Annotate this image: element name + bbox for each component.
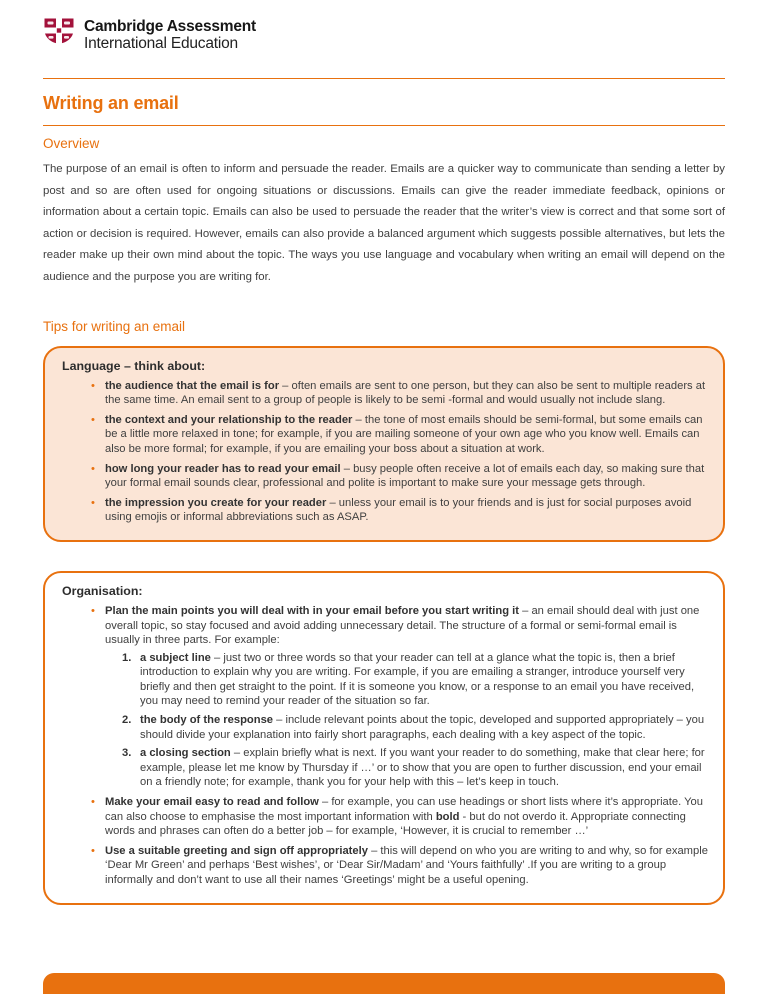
organisation-box	[43, 571, 725, 905]
bullet-lead: Make your email easy to read and follow	[105, 796, 319, 809]
language-bullet-list	[90, 379, 708, 525]
list-item	[90, 413, 708, 457]
bullet-text: – an email should deal with just one overall topic, so stay focused and avoid adding unnecessary detail. The structure of a formal or semi-formal email is usually in three parts. For example:	[105, 604, 700, 647]
bullet-lead: how long your reader has to read your email	[105, 462, 341, 475]
numbered-item	[122, 746, 708, 790]
item-number: 3.	[122, 747, 132, 760]
list-item	[90, 462, 708, 491]
bullet-lead: the impression you create for your reader	[105, 496, 327, 509]
numbered-item-body: – just two or three words so that your reader can tell at a glance what the topic is, then a brief introduction to explain why you are writing. For example, if you are emailing a stranger, introduce yourself very briefly and then get straight to the point. If it is someone you know, or a response to an email you have received, you may need to remind your reader of the situation so far.	[140, 651, 695, 708]
brand-header	[43, 0, 725, 52]
list-item	[90, 844, 708, 888]
bullet-text: – the tone of most emails should be semi-formal, but some emails can be a little more relaxed in tone; for example, if you are mailing someone of your own age who you know well. Emails can also be more formal; for example, if you are emailing your boss about a situation at work.	[105, 413, 703, 455]
bullet-text: – busy people often receive a lot of emails each day, so making sure that your formal email sounds clear, professional and polite is important to make sure your message gets through.	[105, 462, 705, 490]
bullet-lead: the audience that the email is for	[105, 379, 280, 392]
cambridge-shield-icon	[43, 17, 75, 45]
top-divider	[43, 78, 725, 79]
overview-heading: Overview	[43, 136, 100, 151]
list-item	[90, 795, 708, 839]
tips-heading: Tips for writing an email	[43, 318, 186, 334]
list-item	[90, 379, 708, 408]
brand-name: Cambridge Assessment	[84, 18, 257, 35]
numbered-item	[122, 713, 708, 742]
language-box-heading: Language – think about:	[62, 358, 206, 373]
bullet-text: – often emails are sent to one person, but they can also be sent to multiple readers at the same time. An email sent to a group of people is likely to be semi -formal and would usually not include slang.	[105, 379, 706, 407]
organisation-bullet-list	[90, 604, 708, 888]
item-number: 1.	[122, 651, 132, 664]
title-divider	[43, 125, 725, 126]
brand-text	[84, 17, 256, 52]
bullet-text: - but do not overdo it. Appropriate connecting words and phrases can often do a better job – for example, ‘However, it is crucial to remember …’	[105, 810, 686, 838]
overview-paragraph: The purpose of an email is often to inform and persuade the reader. Emails are a quicker way to communicate than sending a letter by post and so are often used for ongoing situations or discussions. Emails can give the reader immediate feedback, opinions or information about a certain topic. Emails can also be used to persuade the reader that the writer’s view is correct and that some sort of action or decision is required. However, emails can also provide a balanced argument which suggests possible alternatives, but lets the reader make up their own mind about the topic. The ways you use language and vocabulary when writing an email will depend on the audience and the purpose you are writing for.	[43, 163, 725, 283]
bullet-text: – unless your email is to your friends and is just for social purposes avoid using emojis or informal abbreviations such as ASAP.	[105, 496, 692, 524]
list-item	[90, 496, 708, 525]
list-item	[90, 604, 708, 790]
numbered-item-body: – explain briefly what is next. If you want your reader to do something, make that clear here; for example, please let me know by Thursday if …’ or to show that you are open to further discussion, end your email on a friendly note; for example, thank you for your help with this – let’s keep in touch.	[140, 747, 705, 789]
numbered-item-text	[140, 651, 708, 709]
bullet-lead: Use a suitable greeting and sign off appropriately	[105, 844, 368, 857]
bullet-text: – for example, you can use headings or short lists where it’s appropriate. You can also choose to emphasise the most important information with	[105, 796, 703, 823]
numbered-item-text	[140, 713, 708, 742]
bottom-orange-bar	[43, 973, 725, 994]
bullet-lead: the context and your relationship to the reader	[105, 413, 353, 426]
numbered-item-text	[140, 746, 708, 790]
numbered-item-lead: a closing section	[140, 747, 231, 760]
numbered-item-body: – include relevant points about the topic, developed and supported appropriately – you should divide your explanation into fairly short paragraphs, each dealing with a key aspect of the topic.	[140, 714, 705, 741]
numbered-list	[122, 651, 708, 790]
language-box	[43, 346, 725, 542]
page-title: Writing an email	[43, 93, 179, 113]
item-number: 2.	[122, 714, 132, 727]
brand-subname: International Education	[84, 35, 238, 52]
numbered-item-lead: the body of the response	[140, 714, 274, 727]
numbered-item-lead: a subject line	[140, 651, 211, 664]
numbered-item	[122, 651, 708, 709]
bullet-text: – this will depend on who you are writing to and why, so for example ‘Dear Mr Green’ and perhaps ‘Best wishes’, or ‘Dear Sir/Madam’ and ‘Yours faithfully’ .If you are writing to a group informally and don’t want to use all their names ‘Greetings’ might be a useful opening.	[105, 844, 708, 886]
organisation-box-heading: Organisation:	[62, 583, 143, 598]
bullet-lead: Plan the main points you will deal with in your email before you start writing it	[105, 604, 519, 617]
inline-bold-word: bold	[435, 810, 460, 823]
